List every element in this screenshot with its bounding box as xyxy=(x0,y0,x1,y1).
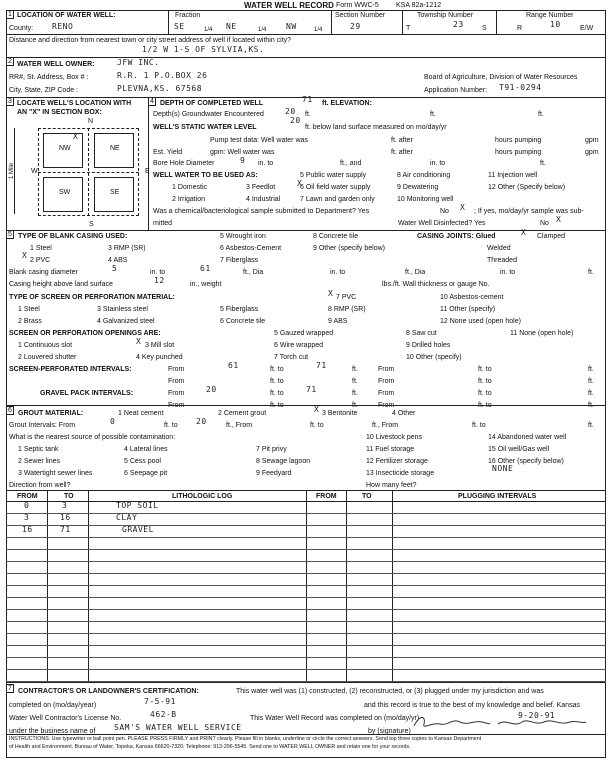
completed-value: 7-5-91 xyxy=(144,697,176,706)
log-rule-line xyxy=(6,585,606,586)
disinfected-mark: X xyxy=(556,215,562,224)
casing-joints-label: CASING JOINTS: Glued xyxy=(417,233,496,240)
depth-value: 71 xyxy=(302,95,313,104)
business-label: under the business name of xyxy=(9,728,96,735)
grout-intervals-label: Grout Intervals: From xyxy=(9,422,76,429)
height-value: 12 xyxy=(154,276,165,285)
screen-2: 2 Brass xyxy=(18,318,42,325)
gravel-label: GRAVEL PACK INTERVALS: xyxy=(40,390,134,397)
perf-ft-2: ft. xyxy=(588,366,594,373)
section-number-4: 4 xyxy=(148,97,156,106)
opening-4: 4 Key punched xyxy=(136,354,183,361)
opening-2: 2 Louvered shutter xyxy=(18,354,77,361)
perf-ft-to: ft. to xyxy=(270,366,284,373)
cert-line-1: This water well was (1) constructed, (2) reconstructed, or (3) plugged under my jurisdiction and was xyxy=(236,688,544,695)
screen-5: 5 Fiberglass xyxy=(220,306,259,313)
log-header-from-2: FROM xyxy=(316,493,337,500)
log-rule-line xyxy=(6,561,606,562)
section-number-label: Section Number xyxy=(335,12,386,19)
perf-from: From xyxy=(168,366,185,373)
pump-label: Pump test data: Well water was xyxy=(210,137,308,144)
grout-1: 1 Neat cement xyxy=(118,410,164,417)
screen-10: 10 Asbestos-cement xyxy=(440,294,504,301)
log-header-to: TO xyxy=(64,493,74,500)
glued-mark: X xyxy=(521,228,527,237)
casing-3: 3 RMP (SR) xyxy=(108,245,146,252)
source-16: 16 Other (specify below) xyxy=(488,458,564,465)
section-number-2: 2 xyxy=(6,57,14,66)
city-value: PLEVNA,KS. 67568 xyxy=(117,84,203,93)
address-value: R.R. 1 P.O.BOX 26 xyxy=(117,71,208,80)
use-label: WELL WATER TO BE USED AS: xyxy=(153,172,258,179)
pvc-mark: X xyxy=(22,251,28,260)
source-1: 1 Septic tank xyxy=(18,446,59,453)
screen-pvc-mark: X xyxy=(328,289,334,298)
instructions-line-1: INSTRUCTIONS: Use typewriter or ball point pen. PLEASE PRESS FIRMLY and PRINT clearly. Please fill in blanks, underline or circle the correct answers. Send top three copies to Kansas Department xyxy=(9,736,482,742)
form-title: WATER WELL RECORD xyxy=(244,1,334,10)
screen-7: 7 PVC xyxy=(336,294,357,301)
cert-line-3: This Water Well Record was completed on (mo/day/yr) xyxy=(250,715,420,722)
city-label: City, State, ZIP Code : xyxy=(9,87,78,94)
grout-from-value: 0 xyxy=(110,417,116,426)
height-lbs: lbs./ft. Wall thickness or gauge No. xyxy=(382,281,490,288)
how-many-label: How many feet? xyxy=(366,482,417,489)
log-rule-line xyxy=(6,597,606,598)
instructions-line-2: of Health and Environment, Bureau of Water, Topeka, Kansas 66620-7320. Telephone: 913-296-5545. Send one to WATER WELL OWNER and retain one for your records. xyxy=(9,744,411,750)
form-number: Form WWC-5 xyxy=(336,2,379,9)
fraction-3: NW xyxy=(286,22,297,31)
location-mark: X xyxy=(73,132,79,141)
opening-8: 8 Saw cut xyxy=(406,330,437,337)
use-mark: X xyxy=(297,179,303,188)
casing-4: 4 ABS xyxy=(108,257,128,264)
casing-type-label: TYPE OF BLANK CASING USED: xyxy=(18,233,128,240)
quarter-se: SE xyxy=(110,189,120,196)
yield-ft-after: ft. after xyxy=(391,149,413,156)
perf-ft: ft. xyxy=(352,366,358,373)
township-dir: S xyxy=(482,25,487,32)
owner-label: WATER WELL OWNER: xyxy=(17,61,95,68)
grout-ft-to: ft. to xyxy=(164,422,178,429)
log-row-3-desc: GRAVEL xyxy=(122,525,154,534)
log-rule-line xyxy=(6,633,606,634)
screen-11: 11 Other (specify) xyxy=(440,306,496,313)
grout-4: 4 Other xyxy=(392,410,416,417)
source-label: What is the nearest source of possible contamination: xyxy=(9,434,176,441)
groundwater-label: Depth(s) Groundwater Encountered xyxy=(153,111,264,118)
source-14: 14 Abandoned water well xyxy=(488,434,567,441)
log-rule-line xyxy=(6,609,606,610)
elevation-label: ft. ELEVATION: xyxy=(322,100,372,107)
source-8: 8 Sewage lagoon xyxy=(256,458,311,465)
screen-8: 8 RMP (SR) xyxy=(328,306,366,313)
screen-9: 9 ABS xyxy=(328,318,348,325)
grout-ft: ft. xyxy=(588,422,594,429)
casing-6: 6 Asbestos-Cement xyxy=(220,245,282,252)
cert-line-2: and this record is true to the best of my knowledge and belief. Kansas xyxy=(364,702,580,709)
yield-hours: hours pumping xyxy=(495,149,542,156)
opening-11: 11 None (open hole) xyxy=(510,330,574,337)
log-rule-line xyxy=(6,645,606,646)
quarter-sw: SW xyxy=(59,189,71,196)
grout-2: 2 Cement grout xyxy=(218,410,267,417)
log-row-1-desc: TOP SOIL xyxy=(116,501,159,510)
screen-1: 1 Steel xyxy=(18,306,40,313)
use-5: 5 Public water supply xyxy=(300,172,367,179)
section-number-6: 6 xyxy=(6,406,14,415)
height-label: Casing height above land surface xyxy=(9,281,113,288)
source-9: 9 Feedyard xyxy=(256,470,292,477)
chem-label: Was a chemical/bacteriological sample submitted to Department? Yes xyxy=(153,208,370,215)
compass-n: N xyxy=(88,118,94,125)
diam-in-to-2: in. to xyxy=(330,269,346,276)
use-7: 7 Lawn and garden only xyxy=(300,196,375,203)
source-2: 2 Sewer lines xyxy=(18,458,61,465)
log-row-1-to: 3 xyxy=(62,501,68,510)
compass-s: S xyxy=(89,221,94,228)
chem-no: No xyxy=(440,208,449,215)
gravel-from-4: From xyxy=(378,402,395,409)
signature xyxy=(410,712,590,734)
chem-tail: ; If yes, mo/day/yr sample was sub- xyxy=(474,208,584,215)
perf-from-value: 61 xyxy=(228,361,239,370)
perf-from-2: From xyxy=(378,366,395,373)
gravel-ft-2: ft. xyxy=(588,390,594,397)
gravel-ft-to-4: ft. to xyxy=(478,402,492,409)
source-none: NONE xyxy=(492,464,514,473)
range-prefix: R xyxy=(517,25,523,32)
county-label: County: xyxy=(9,25,34,32)
source-3: 3 Watertight sewer lines xyxy=(18,470,93,477)
opening-3: 3 Mill slot xyxy=(145,342,175,349)
distance-value: 1/2 W 1-S OF SYLVIA,KS. xyxy=(142,45,265,54)
gravel-to-value: 71 xyxy=(306,385,317,394)
perf-ft-to-3: ft. to xyxy=(270,378,284,385)
gravel-from-value: 20 xyxy=(206,385,217,394)
screen-3: 3 Stainless steel xyxy=(97,306,148,313)
log-header-to-2: TO xyxy=(362,493,372,500)
compass-w: W xyxy=(31,168,38,175)
screen-12: 12 None used (open hole) xyxy=(440,318,521,325)
range-value: 10 xyxy=(550,20,561,29)
yield-gpm-end: gpm xyxy=(585,149,599,156)
gravel-from-2: From xyxy=(378,390,395,397)
depth-label: DEPTH OF COMPLETED WELL xyxy=(160,100,264,107)
bore-label: Bore Hole Diameter xyxy=(153,160,215,167)
use-2: 2 Irrigation xyxy=(172,196,206,203)
log-header-from: FROM xyxy=(17,493,38,500)
source-15: 15 Oil well/Gas well xyxy=(488,446,550,453)
height-weight: in., weight xyxy=(190,281,222,288)
county-value: RENO xyxy=(52,22,74,31)
completed-label: completed on (mo/day/year) xyxy=(9,702,97,709)
clamped-label: Clamped xyxy=(537,233,566,240)
casing-5: 5 Wrought iron xyxy=(220,233,266,240)
perf-from-3: From xyxy=(168,378,185,385)
diam-ft-dia: ft., Dia xyxy=(243,269,264,276)
grout-ft-to-2: ft. to xyxy=(310,422,324,429)
gw-ft-1: ft. xyxy=(305,111,311,118)
board-label: Board of Agriculture, Division of Water Resources xyxy=(424,74,578,81)
threaded-label: Threaded xyxy=(487,257,517,264)
township-value: 23 xyxy=(453,20,464,29)
source-12: 12 Fertilizer storage xyxy=(366,458,428,465)
log-rule-line xyxy=(6,669,606,670)
grout-ft-from-2: ft., From xyxy=(372,422,399,429)
bore-ft-and: ft., and xyxy=(340,160,362,167)
disinfected-label: Water Well Disinfected? Yes xyxy=(398,220,486,227)
diam-ft: ft. xyxy=(588,269,594,276)
yield-gpm: gpm: Well water was xyxy=(210,149,275,156)
perf-ft-to-2: ft. to xyxy=(478,366,492,373)
opening-6: 6 Wire wrapped xyxy=(274,342,324,349)
use-3: 3 Feedlot xyxy=(246,184,276,191)
log-rule-line xyxy=(6,657,606,658)
log-row-2-to: 16 xyxy=(60,513,71,522)
ksa-number: KSA 82a-1212 xyxy=(396,2,442,9)
static-tail: ft. below land surface measured on mo/day/yr xyxy=(305,124,447,131)
compass-e: E xyxy=(145,168,150,175)
perf-to-value: 71 xyxy=(316,361,327,370)
perf-ft-to-4: ft. to xyxy=(478,378,492,385)
perf-ft-4: ft. xyxy=(588,378,594,385)
by-signature-label: by (signature) xyxy=(368,728,411,735)
opening-5: 5 Gauzed wrapped xyxy=(274,330,334,337)
pump-gpm: gpm xyxy=(585,137,599,144)
gw-ft-3: ft. xyxy=(538,111,544,118)
casing-2: 2 PVC xyxy=(30,257,51,264)
mill-slot-mark: X xyxy=(136,337,142,346)
section-number-3: 3 xyxy=(6,97,14,106)
groundwater-value: 20 xyxy=(285,107,296,116)
log-rule-line xyxy=(6,621,606,622)
openings-label: SCREEN OR PERFORATION OPENINGS ARE: xyxy=(9,330,161,337)
casing-1: 1 Steel xyxy=(30,245,52,252)
static-label: WELL'S STATIC WATER LEVEL xyxy=(153,124,257,131)
log-header-lithologic: LITHOLOGIC LOG xyxy=(172,493,233,500)
casing-7: 7 Fiberglass xyxy=(220,257,259,264)
opening-9: 9 Drilled holes xyxy=(406,342,451,349)
opening-1: 1 Continuous slot xyxy=(18,342,73,349)
quarter-3: 1/4 xyxy=(314,27,323,33)
use-4: 4 Industrial xyxy=(246,196,281,203)
log-row-3-from: 16 xyxy=(22,525,33,534)
section-number-1: 1 xyxy=(6,10,14,19)
bore-value: 9 xyxy=(240,156,246,165)
section-box-title-2: AN "X" IN SECTION BOX: xyxy=(17,109,102,116)
gravel-from-3: From xyxy=(168,402,185,409)
diam-to-value: 61 xyxy=(200,264,211,273)
screen-4: 4 Galvanized steel xyxy=(97,318,155,325)
owner-name: JFW INC. xyxy=(117,58,160,67)
screen-type-label: TYPE OF SCREEN OR PERFORATION MATERIAL: xyxy=(9,294,175,301)
log-row-2-from: 3 xyxy=(24,513,30,522)
cert-date: 9-20-91 xyxy=(518,711,556,720)
diam-in-to-3: in. to xyxy=(500,269,516,276)
mitted-label: mitted xyxy=(153,220,173,227)
use-1: 1 Domestic xyxy=(172,184,208,191)
use-10: 10 Monitoring well xyxy=(397,196,454,203)
source-10: 10 Livestock pens xyxy=(366,434,423,441)
mile-label: 1 Mile xyxy=(9,162,16,180)
quarter-nw: NW xyxy=(59,145,71,152)
range-dir: E/W xyxy=(580,25,594,32)
quarter-1: 1/4 xyxy=(204,27,213,33)
welded-label: Welded xyxy=(487,245,511,252)
log-rule-line xyxy=(6,525,606,526)
casing-8: 8 Concrete tile xyxy=(313,233,359,240)
gravel-ft: ft. xyxy=(352,390,358,397)
diam-in-to: in. to xyxy=(150,269,166,276)
log-rule-line xyxy=(6,573,606,574)
pump-hours: hours pumping xyxy=(495,137,542,144)
screen-6: 6 Concrete tile xyxy=(220,318,266,325)
log-rule-line xyxy=(6,549,606,550)
quarter-ne: NE xyxy=(110,145,120,152)
log-rule-line xyxy=(6,513,606,514)
fraction-2: NE xyxy=(226,22,237,31)
bentonite-mark: X xyxy=(314,405,320,414)
opening-10: 10 Other (specify) xyxy=(406,354,462,361)
application-number: T91-0294 xyxy=(499,83,542,92)
opening-7: 7 Torch cut xyxy=(274,354,309,361)
gw-ft-2: ft. xyxy=(430,111,436,118)
grout-ft-from: ft., From xyxy=(226,422,253,429)
pump-ft-after: ft. after xyxy=(391,137,413,144)
grout-3: 3 Bentonite xyxy=(322,410,358,417)
township-label: Township Number xyxy=(417,12,474,19)
source-4: 4 Lateral lines xyxy=(124,446,168,453)
source-11: 11 Fuel storage xyxy=(366,446,415,453)
static-value: 20 xyxy=(290,116,301,125)
diam-value: 5 xyxy=(112,264,118,273)
township-t: T xyxy=(406,25,411,32)
range-label: Range Number xyxy=(526,12,574,19)
grout-to-value: 20 xyxy=(196,417,207,426)
yield-label: Est. Yield xyxy=(153,149,183,156)
diam-label: Blank casing diameter xyxy=(9,269,78,276)
quarter-2: 1/4 xyxy=(258,27,267,33)
use-11: 11 Injection well xyxy=(488,172,538,179)
section-number-value: 29 xyxy=(350,22,361,31)
gravel-ft-3: ft. xyxy=(352,402,358,409)
source-5: 5 Cess pool xyxy=(124,458,161,465)
gravel-ft-to-2: ft. to xyxy=(478,390,492,397)
log-header-plugging: PLUGGING INTERVALS xyxy=(458,493,537,500)
use-9: 9 Dewatering xyxy=(397,184,439,191)
use-8: 8 Air conditioning xyxy=(397,172,451,179)
source-7: 7 Pit privy xyxy=(256,446,287,453)
gravel-ft-to-3: ft. to xyxy=(270,402,284,409)
source-6: 6 Seepage pit xyxy=(124,470,168,477)
source-13: 13 Insecticide storage xyxy=(366,470,435,477)
license-value: 462-B xyxy=(150,710,177,719)
bore-in-to: in. to xyxy=(258,160,274,167)
grout-label: GROUT MATERIAL: xyxy=(18,410,84,417)
grout-ft-to-3: ft. to xyxy=(472,422,486,429)
section-number-5: 5 xyxy=(6,230,14,239)
section-box-title-1: LOCATE WELL'S LOCATION WITH xyxy=(17,100,132,107)
fraction-label: Fraction xyxy=(175,12,201,19)
application-label: Application Number: xyxy=(424,87,488,94)
log-rule-line xyxy=(6,537,606,538)
perf-from-4: From xyxy=(378,378,395,385)
bore-in-to-2: in. to xyxy=(430,160,446,167)
perf-label: SCREEN-PERFORATED INTERVALS: xyxy=(9,366,132,373)
address-label: RR#, St. Address, Box # : xyxy=(9,74,89,81)
log-row-1-from: 0 xyxy=(24,501,30,510)
log-row-3-to: 71 xyxy=(60,525,71,534)
direction-label: Direction from well? xyxy=(9,482,71,489)
perf-ft-3: ft. xyxy=(352,378,358,385)
fraction-1: SE xyxy=(174,22,185,31)
log-row-2-desc: CLAY xyxy=(116,513,138,522)
disinfected-no: No xyxy=(540,220,549,227)
diam-ft-dia-2: ft., Dia xyxy=(405,269,426,276)
business-value: SAM'S WATER WELL SERVICE xyxy=(114,723,242,732)
casing-9: 9 Other (specify below) xyxy=(313,245,385,252)
gravel-ft-to: ft. to xyxy=(270,390,284,397)
chem-mark: X xyxy=(460,203,466,212)
gravel-ft-4: ft. xyxy=(588,402,594,409)
cert-label: CONTRACTOR'S OR LANDOWNER'S CERTIFICATION: xyxy=(18,688,199,695)
bore-ft: ft. xyxy=(540,160,546,167)
distance-label: Distance and direction from nearest town or city street address of well if located within city? xyxy=(9,37,292,44)
use-12: 12 Other (Specify below) xyxy=(488,184,566,191)
section-number-7: 7 xyxy=(6,684,14,693)
gravel-from: From xyxy=(168,390,185,397)
location-label: LOCATION OF WATER WELL: xyxy=(17,12,116,19)
use-6: 6 Oil field water supply xyxy=(300,184,371,191)
license-label: Water Well Contractor's License No. xyxy=(9,715,122,722)
